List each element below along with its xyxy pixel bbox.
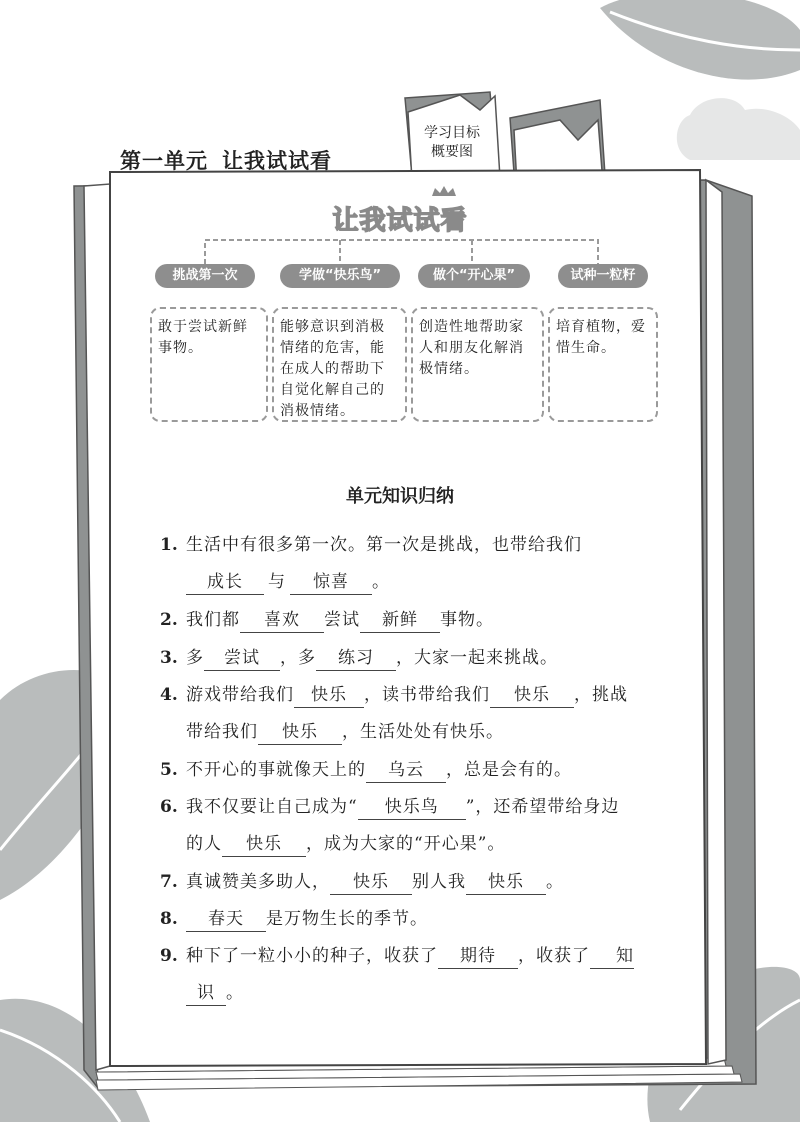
cloud-shape xyxy=(677,98,800,160)
leaf-top-right xyxy=(600,0,800,80)
summary-item-8: 8. 春天 是万物生长的季节。 xyxy=(160,905,428,933)
tab-label-line2: 概要图 xyxy=(431,144,473,160)
summary-item-9-cont: 识 。 xyxy=(186,979,244,1007)
answer-blank: 快乐 xyxy=(466,870,546,895)
summary-item-1: 1. 生活中有很多第一次。第一次是挑战，也带给我们 xyxy=(160,535,582,555)
branch-box-4: 培育植物，爱惜生命。 xyxy=(548,307,658,422)
branch-label-3: 做个“开心果” xyxy=(418,264,530,288)
summary-item-6: 6. 我不仅要让自己成为“ 快乐鸟 ”，还希望带给身边 xyxy=(160,793,619,821)
branch-label-2: 学做“快乐鸟” xyxy=(280,264,400,288)
branch-label-1: 挑战第一次 xyxy=(155,264,255,288)
answer-blank: 快乐 xyxy=(222,832,306,857)
answer-blank: 乌云 xyxy=(366,758,446,783)
summary-item-6-cont: 的人 快乐 ，成为大家的“开心果”。 xyxy=(186,830,505,858)
answer-blank: 快乐 xyxy=(330,870,412,895)
answer-blank: 期待 xyxy=(438,944,518,969)
branch-box-1: 敢于尝试新鲜事物。 xyxy=(150,307,268,422)
summary-item-4-cont: 带给我们 快乐 ，生活处处有快乐。 xyxy=(186,718,504,746)
answer-blank: 新鲜 xyxy=(360,608,440,633)
answer-blank: 识 xyxy=(186,981,226,1006)
summary-item-7: 7. 真诚赞美多助人， 快乐 别人我 快乐 。 xyxy=(160,868,564,896)
answer-blank: 练习 xyxy=(316,646,396,671)
answer-blank: 喜欢 xyxy=(240,608,324,633)
answer-blank: 知 xyxy=(590,944,634,969)
answer-blank: 春天 xyxy=(186,907,266,932)
summary-item-4: 4. 游戏带给我们 快乐 ，读书带给我们 快乐 ，挑战 xyxy=(160,681,628,709)
summary-item-5: 5. 不开心的事就像天上的 乌云 ，总是会有的。 xyxy=(160,756,572,784)
summary-item-1-cont: 成长 与 惊喜 。 xyxy=(186,568,390,596)
summary-item-2: 2. 我们都 喜欢 尝试 新鲜 事物。 xyxy=(160,606,494,634)
unit-number: 第一单元 xyxy=(120,148,208,173)
tab-learning-objectives xyxy=(412,124,492,162)
answer-blank: 尝试 xyxy=(204,646,280,671)
branch-box-2: 能够意识到消极情绪的危害，能在成人的帮助下自觉化解自己的消极情绪。 xyxy=(272,307,407,422)
answer-blank: 快乐 xyxy=(294,683,364,708)
answer-blank: 快乐 xyxy=(490,683,574,708)
summary-item-9: 9. 种下了一粒小小的种子，收获了 期待 ，收获了 知 xyxy=(160,942,634,970)
unit-heading xyxy=(120,145,332,175)
answer-blank: 成长 xyxy=(186,570,264,595)
answer-blank: 快乐 xyxy=(258,720,342,745)
answer-blank: 快乐鸟 xyxy=(358,795,466,820)
branch-label-4: 试种一粒籽 xyxy=(558,264,648,288)
summary-item-3: 3. 多 尝试 ，多 练习 ，大家一起来挑战。 xyxy=(160,644,558,672)
section-title: 单元知识归纳 xyxy=(346,486,454,507)
unit-title: 让我试试看 xyxy=(222,148,332,173)
concept-map-title: 让我试试看 xyxy=(332,206,468,236)
tab-label-line1: 学习目标 xyxy=(424,125,480,141)
branch-box-3: 创造性地帮助家人和朋友化解消极情绪。 xyxy=(411,307,544,422)
answer-blank: 惊喜 xyxy=(290,570,372,595)
